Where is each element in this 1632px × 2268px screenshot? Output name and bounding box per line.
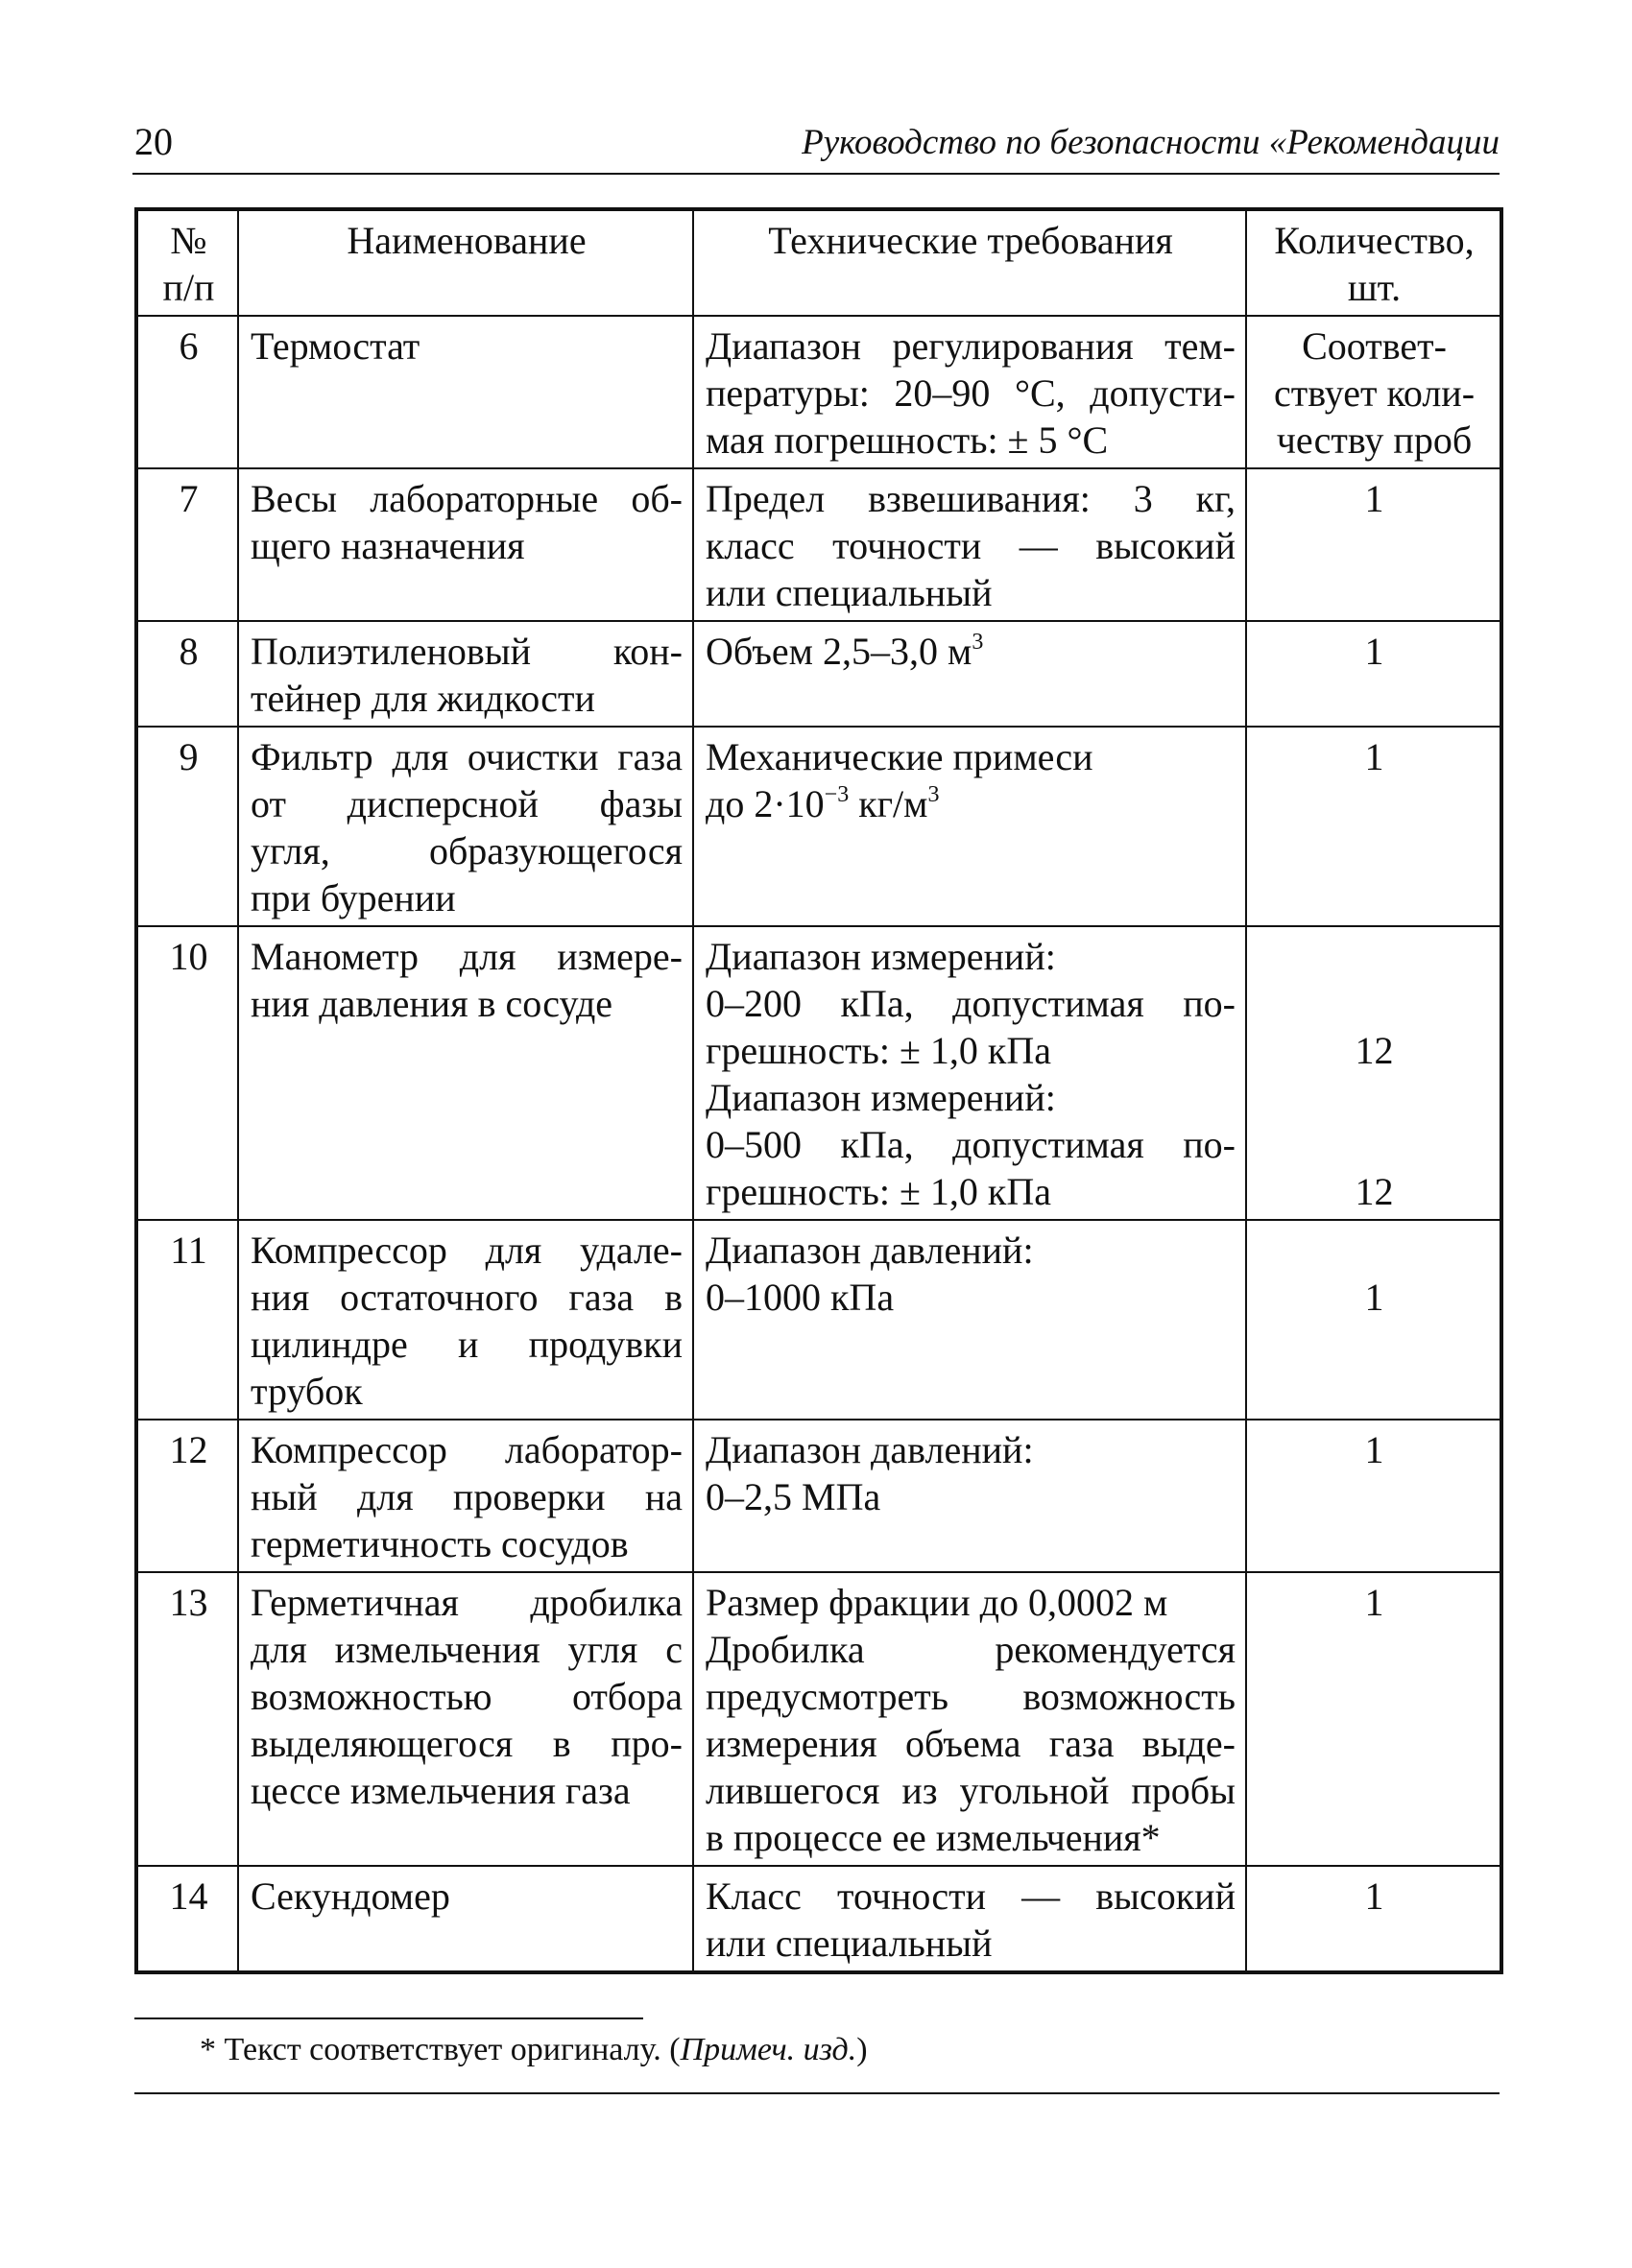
item-requirements: Размер фракции до 0,0002 м Дробилка рекомендуется предусмотреть возможность измерения объема газа выде- лившегося из угольной пробы в процессе ее измельчения* bbox=[693, 1572, 1246, 1866]
bottom-rule bbox=[134, 2092, 1500, 2094]
row-number: 9 bbox=[136, 727, 238, 926]
table-row bbox=[136, 468, 1501, 621]
row-number: 7 bbox=[136, 468, 238, 621]
column-header-requirements: Технические требования bbox=[693, 209, 1246, 316]
item-requirements: Диапазон измерений: 0–200 кПа, допустимая по- грешность: ± 1,0 кПа Диапазон измерений: 0–500 кПа, допустимая по- грешность: ± 1,0 кПа bbox=[693, 926, 1246, 1220]
row-number: 14 bbox=[136, 1866, 238, 1972]
item-quantity: 1 bbox=[1246, 1220, 1501, 1420]
item-requirements: Диапазон регулирования тем- пературы: 20–90 °С, допусти- мая погрешность: ± 5 °С bbox=[693, 316, 1246, 468]
item-name: Весы лабораторные об- щего назначения bbox=[238, 468, 693, 621]
item-quantity: 1 bbox=[1246, 468, 1501, 621]
row-number: 10 bbox=[136, 926, 238, 1220]
header-rule bbox=[132, 173, 1500, 175]
item-name: Компрессор лаборатор- ный для проверки на герметичность сосудов bbox=[238, 1420, 693, 1572]
table-row bbox=[136, 621, 1501, 727]
item-quantity: 1 bbox=[1246, 621, 1501, 727]
row-number: 13 bbox=[136, 1572, 238, 1866]
item-name: Полиэтиленовый кон- тейнер для жидкости bbox=[238, 621, 693, 727]
column-header-quantity: Количество, шт. bbox=[1246, 209, 1501, 316]
page-number: 20 bbox=[134, 120, 173, 163]
item-quantity: 12 12 bbox=[1246, 926, 1501, 1220]
table-row bbox=[136, 727, 1501, 926]
table-row bbox=[136, 1572, 1501, 1866]
table-header-row bbox=[136, 209, 1501, 316]
table-row bbox=[136, 1420, 1501, 1572]
item-quantity: Соответ- ствует коли- честву проб bbox=[1246, 316, 1501, 468]
footnote: * Текст соответствует оригиналу. (Примеч. изд.) bbox=[200, 2032, 868, 2067]
item-requirements: Диапазон давлений: 0–2,5 МПа bbox=[693, 1420, 1246, 1572]
row-number: 8 bbox=[136, 621, 238, 727]
table-row bbox=[136, 316, 1501, 468]
item-quantity: 1 bbox=[1246, 727, 1501, 926]
item-quantity: 1 bbox=[1246, 1572, 1501, 1866]
table-row bbox=[136, 1220, 1501, 1420]
table-row bbox=[136, 926, 1501, 1220]
column-header-number: № п/п bbox=[136, 209, 238, 316]
item-quantity: 1 bbox=[1246, 1420, 1501, 1572]
table-row bbox=[136, 1866, 1501, 1972]
item-name: Фильтр для очистки газа от дисперсной фазы угля, образующегося при бурении bbox=[238, 727, 693, 926]
footnote-rule bbox=[134, 2017, 643, 2019]
column-header-name: Наименование bbox=[238, 209, 693, 316]
item-requirements: Механические примеси до $2\cdot 10^{-3}$ $кг/м^3$ bbox=[693, 727, 1246, 926]
item-name: Компрессор для удале- ния остаточного газа в цилиндре и продувки трубок bbox=[238, 1220, 693, 1420]
item-requirements: Предел взвешивания: 3 кг, класс точности — высокий или специальный bbox=[693, 468, 1246, 621]
item-requirements: Диапазон давлений: 0–1000 кПа bbox=[693, 1220, 1246, 1420]
item-name: Герметичная дробилка для измельчения угля с возможностью отбора выделяющегося в про- цессе измельчения газа bbox=[238, 1572, 693, 1866]
equipment-table bbox=[134, 207, 1503, 1974]
running-title: Руководство по безопасности «Рекомендации bbox=[802, 123, 1500, 162]
item-requirements: Класс точности — высокий или специальный bbox=[693, 1866, 1246, 1972]
item-name: Секундомер bbox=[238, 1866, 693, 1972]
item-requirements: Объем 2,5–3,0 $м^3$ bbox=[693, 621, 1246, 727]
item-quantity: 1 bbox=[1246, 1866, 1501, 1972]
row-number: 11 bbox=[136, 1220, 238, 1420]
item-name: Манометр для измере- ния давления в сосуде bbox=[238, 926, 693, 1220]
row-number: 12 bbox=[136, 1420, 238, 1572]
item-name: Термостат bbox=[238, 316, 693, 468]
row-number: 6 bbox=[136, 316, 238, 468]
